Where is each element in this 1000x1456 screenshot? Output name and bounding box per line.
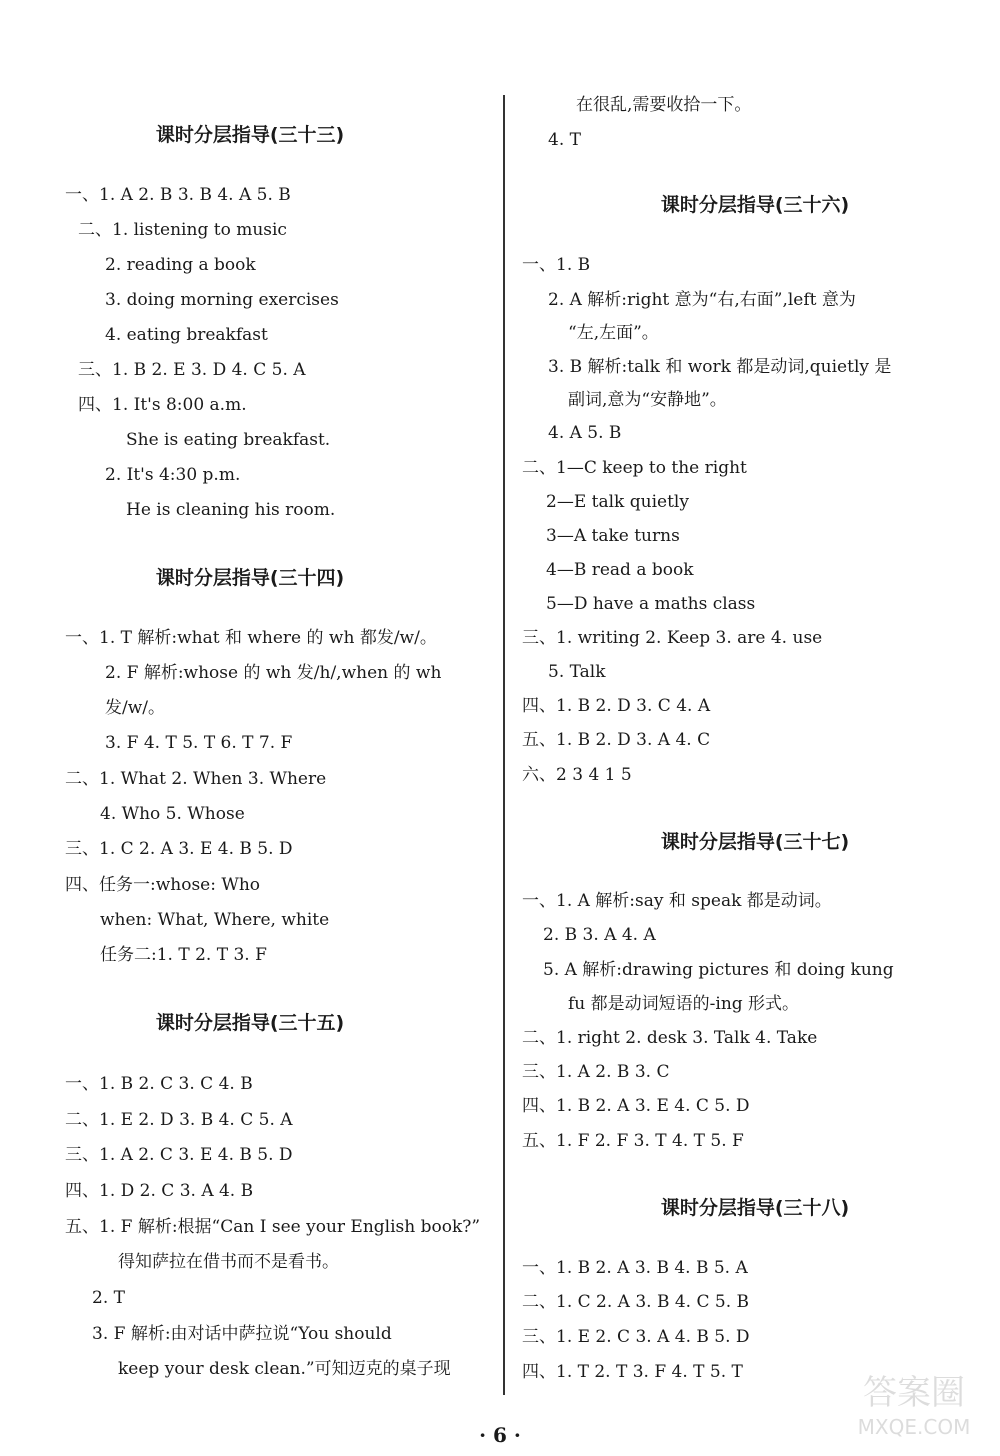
answer-line: 二、1. E 2. D 3. B 4. C 5. A	[65, 1110, 293, 1130]
answer-line: 三、1. A 2. C 3. E 4. B 5. D	[65, 1145, 293, 1165]
answer-line: 2. It's 4:30 p.m.	[105, 465, 241, 485]
answer-line: 三、1. A 2. B 3. C	[522, 1062, 670, 1082]
answer-line: 在很乱,需要收拾一下。	[576, 95, 752, 115]
answer-line: 二、1. C 2. A 3. B 4. C 5. B	[522, 1292, 750, 1312]
answer-line: 一、1. B 2. C 3. C 4. B	[65, 1074, 253, 1094]
section-heading: 课时分层指导(三十八)	[660, 1197, 850, 1219]
answer-line: 一、1. B	[522, 255, 591, 275]
answer-line: “左,左面”。	[568, 323, 659, 343]
section-heading: 课时分层指导(三十七)	[660, 831, 850, 853]
answer-line: 四、任务一:whose: Who	[65, 875, 261, 895]
answer-line: 四、1. B 2. D 3. C 4. A	[522, 696, 711, 716]
answer-line: 副词,意为“安静地”。	[568, 390, 727, 410]
watermark-logo	[847, 1359, 982, 1444]
answer-line: 四、1. It's 8:00 a.m.	[78, 395, 247, 415]
answer-line: 任务二:1. T 2. T 3. F	[100, 945, 267, 965]
answer-line: She is eating breakfast.	[126, 430, 331, 450]
answer-line: 4. eating breakfast	[105, 325, 268, 345]
answer-line: 2. F 解析:whose 的 wh 发/h/,when 的 wh	[105, 663, 442, 683]
answer-line: keep your desk clean.”可知迈克的桌子现	[118, 1359, 451, 1379]
answer-line: 3—A take turns	[546, 526, 680, 546]
answer-line: 4. Who 5. Whose	[100, 804, 245, 824]
answer-line: He is cleaning his room.	[126, 500, 336, 520]
answer-line: 三、1. B 2. E 3. D 4. C 5. A	[78, 360, 306, 380]
answer-line: 3. B 解析:talk 和 work 都是动词,quietly 是	[548, 357, 892, 377]
answer-line: 5. Talk	[548, 662, 606, 682]
answer-line: when: What, Where, white	[100, 910, 330, 930]
watermark-top: 答案圈	[863, 1373, 965, 1413]
answer-line: 四、1. T 2. T 3. F 4. T 5. T	[522, 1362, 743, 1382]
answer-line: 得知萨拉在借书而不是看书。	[118, 1252, 339, 1272]
answer-line: 发/w/。	[105, 698, 166, 718]
answer-line: 五、1. F 2. F 3. T 4. T 5. F	[522, 1131, 744, 1151]
section-heading: 课时分层指导(三十四)	[155, 567, 345, 589]
answer-line: 三、1. E 2. C 3. A 4. B 5. D	[522, 1327, 750, 1347]
answer-line: 三、1. C 2. A 3. E 4. B 5. D	[65, 839, 293, 859]
answer-line: 2. T	[92, 1288, 125, 1308]
answer-line: 一、1. A 2. B 3. B 4. A 5. B	[65, 185, 291, 205]
answer-line: 一、1. A 解析:say 和 speak 都是动词。	[522, 891, 832, 911]
watermark-bottom: MXQE.COM	[857, 1415, 971, 1439]
answer-line: 一、1. B 2. A 3. B 4. B 5. A	[522, 1258, 748, 1278]
page-number: · 6 ·	[479, 1423, 521, 1447]
answer-line: fu 都是动词短语的-ing 形式。	[568, 994, 800, 1014]
answer-line: 二、1. right 2. desk 3. Talk 4. Take	[522, 1028, 818, 1048]
answer-line: 三、1. writing 2. Keep 3. are 4. use	[522, 628, 823, 648]
answer-line: 3. F 4. T 5. T 6. T 7. F	[105, 733, 293, 753]
section-heading: 课时分层指导(三十三)	[155, 124, 345, 146]
answer-line: 4—B read a book	[546, 560, 694, 580]
answer-line: 五、1. F 解析:根据“Can I see your English book?”	[65, 1217, 481, 1237]
answer-line: 3. F 解析:由对话中萨拉说“You should	[92, 1324, 392, 1344]
answer-line: 二、1—C keep to the right	[522, 458, 747, 478]
answer-line: 3. doing morning exercises	[105, 290, 339, 310]
answer-line: 4. A 5. B	[548, 423, 622, 443]
answer-line: 四、1. B 2. A 3. E 4. C 5. D	[522, 1096, 750, 1116]
answer-line: 二、1. What 2. When 3. Where	[65, 769, 327, 789]
section-heading: 课时分层指导(三十五)	[155, 1012, 345, 1034]
answer-line: 四、1. D 2. C 3. A 4. B	[65, 1181, 254, 1201]
answer-line: 二、1. listening to music	[78, 220, 287, 240]
column-divider	[503, 95, 505, 1395]
answer-line: 5—D have a maths class	[546, 594, 756, 614]
answer-line: 2. reading a book	[105, 255, 256, 275]
answer-line: 六、2 3 4 1 5	[522, 765, 632, 785]
answer-line: 五、1. B 2. D 3. A 4. C	[522, 730, 711, 750]
answer-line: 2—E talk quietly	[546, 492, 689, 512]
section-heading: 课时分层指导(三十六)	[660, 194, 850, 216]
answer-line: 4. T	[548, 130, 581, 150]
answer-line: 2. A 解析:right 意为“右,右面”,left 意为	[548, 290, 856, 310]
answer-line: 一、1. T 解析:what 和 where 的 wh 都发/w/。	[65, 628, 437, 648]
answer-line: 5. A 解析:drawing pictures 和 doing kung	[543, 960, 894, 980]
answer-line: 2. B 3. A 4. A	[543, 925, 656, 945]
